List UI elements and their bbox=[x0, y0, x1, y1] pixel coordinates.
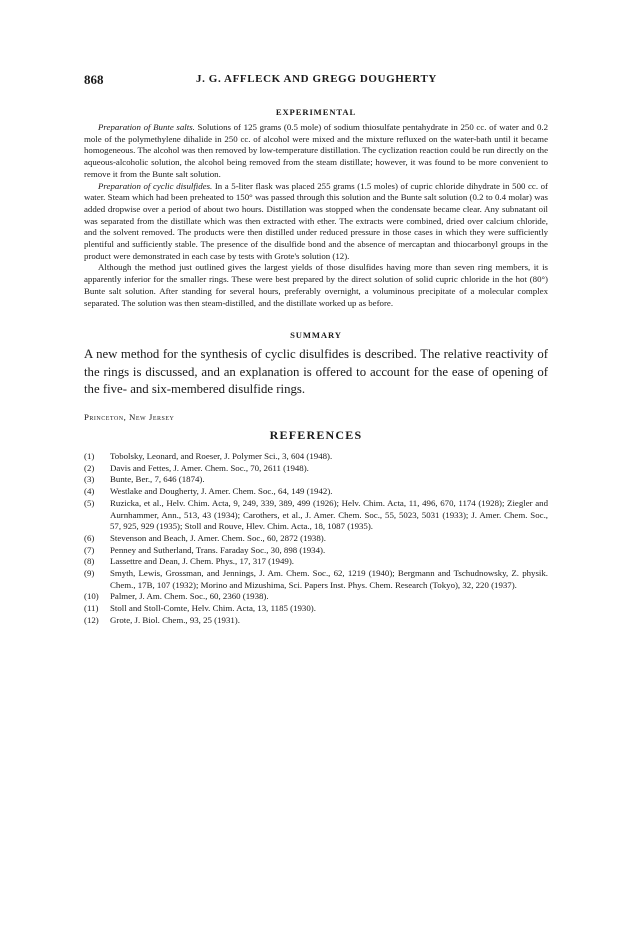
reference-number: (5) bbox=[84, 497, 95, 508]
summary-heading: SUMMARY bbox=[290, 330, 342, 341]
reference-item bbox=[71, 533, 548, 545]
reference-item bbox=[71, 615, 548, 627]
reference-item bbox=[71, 474, 548, 486]
reference-item bbox=[71, 463, 548, 475]
reference-number: (6) bbox=[84, 532, 95, 543]
reference-item bbox=[71, 486, 548, 498]
reference-text: Lassettre and Dean, J. Chem. Phys., 17, 317 (1949). bbox=[110, 556, 294, 567]
affiliation: Princeton, New Jersey bbox=[84, 412, 175, 423]
reference-text: Bunte, Ber., 7, 646 (1874). bbox=[110, 474, 205, 485]
reference-text: Westlake and Dougherty, J. Amer. Chem. Soc., 64, 149 (1942). bbox=[110, 486, 333, 497]
reference-number: (4) bbox=[84, 486, 95, 497]
reference-text: Penney and Sutherland, Trans. Faraday Soc., 30, 898 (1934). bbox=[110, 544, 326, 555]
reference-number: (3) bbox=[84, 474, 95, 485]
reference-list bbox=[84, 451, 548, 627]
paragraph-text: In a 5-liter flask was placed 255 grams (1.5 moles) of cupric chloride dihydrate in 500 cc. of water. Steam which had been preheated to 150° was passed through this solution and the Bunte salt solution (0.2 to 0.4 molar) was added dropwise over a period of about two hours. Distillation was stopped when the condensate became clear. Any subnatant oil was separated from the distillate which was then extracted with ether. The extracts were combined, dried over calcium chloride, and the solvent removed. The products were then distilled under reduced pressure in those cases in which they were sufficiently plentiful and sufficiently stable. The presence of the disulfide bond and the absence of mercaptan and thiocarbonyl groups in the product were demonstrated in each case by tests with Grote's solution (12). bbox=[84, 180, 548, 261]
experimental-paragraph bbox=[84, 122, 548, 181]
reference-number: (1) bbox=[84, 451, 95, 462]
paragraph-text: Solutions of 125 grams (0.5 mole) of sodium thiosulfate pentahydrate in 250 cc. of water and 0.2 mole of the polymethylene dihalide in 250 cc. of alcohol were mixed and the mixture refluxed on the water-bath until it became homogeneous. The alcohol was then removed by low-temperature distillation. The cyclization reaction could be run directly on the aqueous-alcoholic solution, the alcohol being removed from the steam distillate; however, it was found to be more convenient to remove it from the Bunte salt solution. bbox=[84, 122, 548, 179]
experimental-section bbox=[84, 122, 548, 309]
reference-text: Tobolsky, Leonard, and Roeser, J. Polymer Sci., 3, 604 (1948). bbox=[110, 451, 333, 462]
running-title: J. G. AFFLECK AND GREGG DOUGHERTY bbox=[196, 73, 437, 85]
reference-item bbox=[71, 603, 548, 615]
reference-item bbox=[71, 545, 548, 557]
reference-number: (10) bbox=[84, 591, 99, 602]
experimental-paragraph bbox=[84, 262, 548, 309]
paragraph-lead: Preparation of Bunte salts. bbox=[98, 122, 195, 132]
experimental-paragraph bbox=[84, 181, 548, 263]
reference-item bbox=[71, 556, 548, 568]
reference-number: (2) bbox=[84, 462, 95, 473]
reference-text: Stoll and Stoll-Comte, Helv. Chim. Acta, 13, 1185 (1930). bbox=[110, 603, 316, 614]
experimental-heading: EXPERIMENTAL bbox=[275, 107, 357, 117]
running-head bbox=[84, 72, 548, 90]
reference-text: Stevenson and Beach, J. Amer. Chem. Soc., 60, 2872 (1938). bbox=[110, 532, 326, 543]
journal-page bbox=[84, 72, 548, 627]
paragraph-text: Although the method just outlined gives the largest yields of those disulfides having more than seven ring members, it is apparently inferior for the smaller rings. These were best prepared by the direct solution of solid cupric chloride in the hot (80°) Bunte salt solution. After standing for several hours, preferably overnight, a voluminous precipitate of a molecular complex separated. The solution was then steam-distilled, and the distillate worked up as before. bbox=[84, 262, 548, 308]
reference-item bbox=[71, 498, 548, 533]
reference-text: Smyth, Lewis, Grossman, and Jennings, J. Am. Chem. Soc., 62, 1219 (1940); Bergmann and Tschudnowsky, Z. physik. Chem., 17B, 107 (1932); Morino and Mizushima, Sci. Papers Inst. Phys. Chem. Research (Tokyo), 32, 220 (1937). bbox=[110, 568, 548, 590]
reference-number: (7) bbox=[84, 544, 95, 555]
reference-item bbox=[71, 451, 548, 463]
reference-number: (12) bbox=[84, 614, 99, 625]
reference-text: Grote, J. Biol. Chem., 93, 25 (1931). bbox=[110, 614, 240, 625]
reference-number: (9) bbox=[84, 568, 95, 579]
paragraph-lead: Preparation of cyclic disulfides. bbox=[98, 180, 213, 191]
summary-text: A new method for the synthesis of cyclic disulfides is described. The relative reactivity of the rings is discussed, and an explanation is offered to account for the ease of opening of the five- and six-membered disulfide rings. bbox=[84, 347, 548, 397]
reference-text: Palmer, J. Am. Chem. Soc., 60, 2360 (1938). bbox=[110, 591, 269, 602]
references-heading: REFERENCES bbox=[269, 428, 363, 443]
reference-item bbox=[71, 568, 548, 591]
reference-item bbox=[71, 591, 548, 603]
reference-number: (11) bbox=[84, 603, 99, 614]
page-number: 868 bbox=[84, 72, 104, 87]
reference-number: (8) bbox=[84, 556, 95, 567]
reference-text: Ruzicka, et al., Helv. Chim. Acta, 9, 249, 339, 389, 499 (1926); Helv. Chim. Acta, 11, 496, 670, 1174 (1928); Ziegler and Aurnhammer, Ann., 513, 43 (1934); Carothers, et al., J. Amer. Chem. Soc., 55, 5023, 5031 (1933); J. Amer. Chem. Soc., 57, 925, 929 (1935); Stoll and Rouve, Hlev. Chim. Acta., 18, 1087 (1935). bbox=[110, 497, 548, 532]
reference-text: Davis and Fettes, J. Amer. Chem. Soc., 70, 2611 (1948). bbox=[110, 462, 309, 473]
